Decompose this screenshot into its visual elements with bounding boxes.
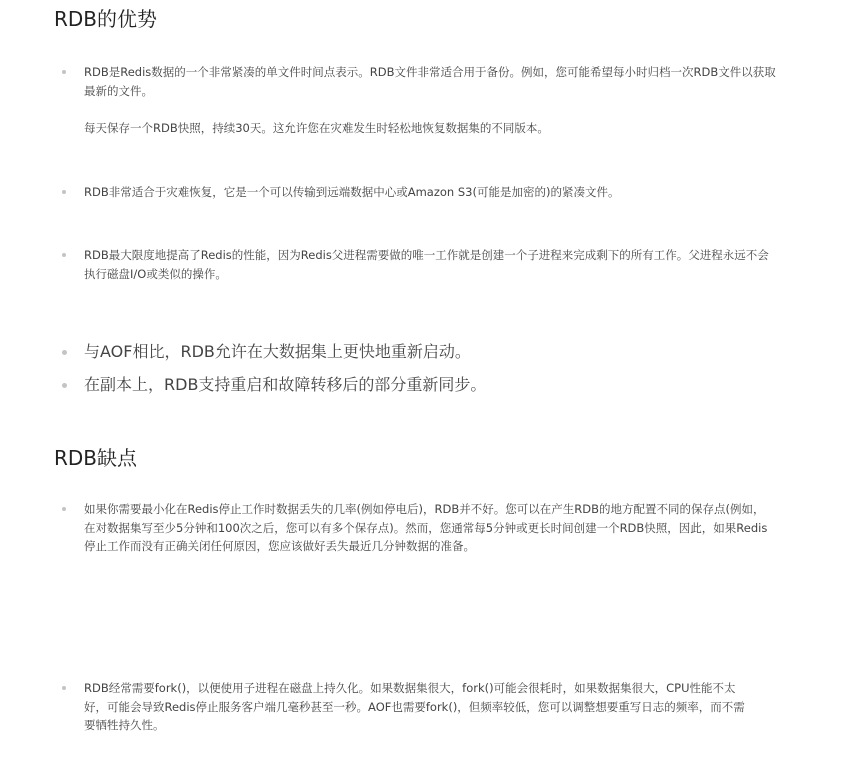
item-text-line: 执行磁盘I/O或类似的操作。 xyxy=(84,266,227,281)
list-item xyxy=(62,63,776,100)
item-text-line: RDB最大限度地提高了Redis的性能，因为Redis父进程需要做的唯一工作就是创建一个子进程来完成剩下的所有工作。父进程永远不会 xyxy=(84,248,769,262)
list-item xyxy=(62,679,745,735)
advantages-heading: RDB的优势 xyxy=(54,7,158,31)
item-text-line: RDB非常适合于灾难恢复，它是一个可以传输到远端数据中心或Amazon S3(可能是加密的)的紧凑文件。 xyxy=(84,185,620,199)
item-text-line: 停止工作而没有正确关闭任何原因，您应该做好丢失最近几分钟数据的准备。 xyxy=(84,539,475,553)
bullet-icon xyxy=(62,383,67,388)
item-subparagraph: 每天保存一个RDB快照，持续30天。这允许您在灾难发生时轻松地恢复数据集的不同版本。 xyxy=(84,121,549,135)
list-item xyxy=(62,340,471,364)
bullet-icon xyxy=(62,350,67,355)
list-item xyxy=(62,373,486,397)
item-text-line: RDB是Redis数据的一个非常紧凑的单文件时间点表示。RDB文件非常适合用于备份。例如，您可能希望每小时归档一次RDB文件以获取 xyxy=(84,65,776,79)
list-item xyxy=(62,183,619,202)
item-text-line: 最新的文件。 xyxy=(84,83,153,98)
list-item xyxy=(62,500,767,556)
item-text-line: 如果你需要最小化在Redis停止工作时数据丢失的几率(例如停电后)，RDB并不好。您可以在产生RDB的地方配置不同的保存点(例如， xyxy=(84,502,765,516)
item-text-line: RDB经常需要fork()，以便使用子进程在磁盘上持久化。如果数据集很大，fork()可能会很耗时，如果数据集很大，CPU性能不太 xyxy=(84,681,736,695)
bullet-icon xyxy=(62,190,66,194)
item-text-line: 好，可能会导致Redis停止服务客户端几毫秒甚至一秒。AOF也需要fork()，但频率较低，您可以调整想要重写日志的频率，而不需 xyxy=(84,699,745,714)
bullet-icon xyxy=(62,253,66,257)
bullet-icon xyxy=(62,507,66,511)
item-text-line: 在副本上，RDB支持重启和故障转移后的部分重新同步。 xyxy=(84,375,487,394)
bullet-icon xyxy=(62,70,66,74)
item-text-line: 在对数据集写至少5分钟和100次之后，您可以有多个保存点)。然而，您通常每5分钟或更长时间创建一个RDB快照，因此，如果Redis xyxy=(84,520,768,535)
item-text-line: 要牺牲持久性。 xyxy=(84,718,165,732)
list-item xyxy=(62,246,769,283)
bullet-icon xyxy=(62,686,66,690)
disadvantages-heading: RDB缺点 xyxy=(54,446,138,470)
item-text-line: 与AOF相比，RDB允许在大数据集上更快地重新启动。 xyxy=(84,342,471,361)
